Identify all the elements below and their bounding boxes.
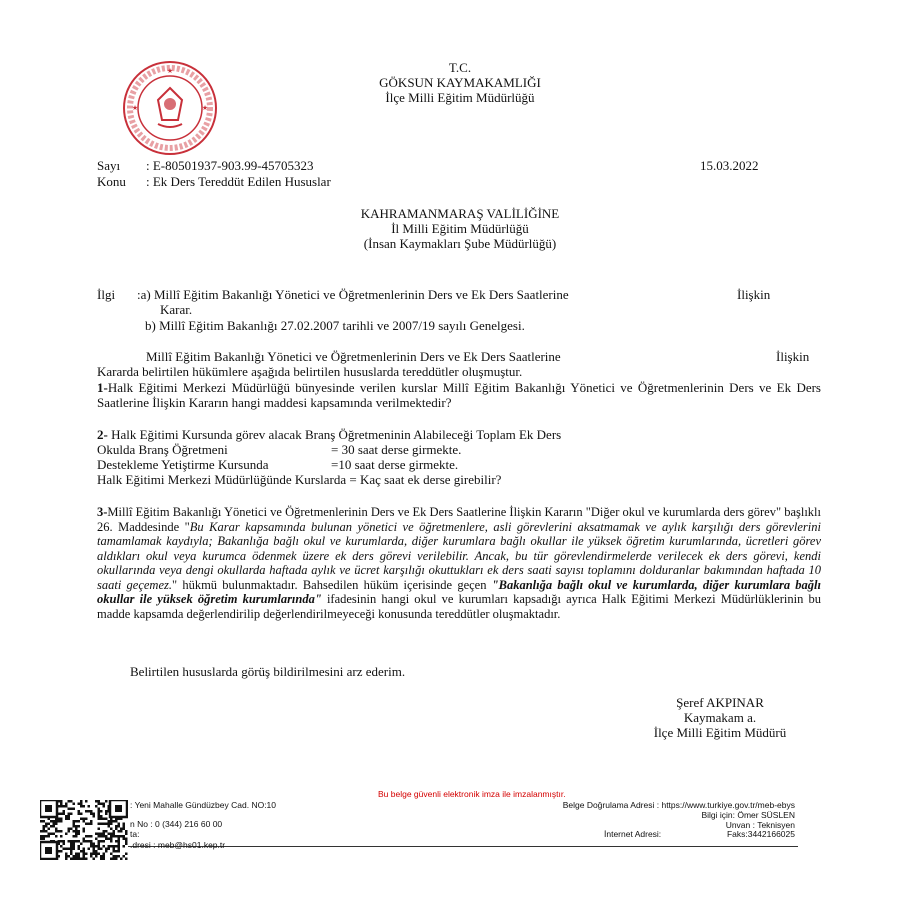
q2-row3: Halk Eğitimi Merkezi Müdürlüğünde Kurslarda = Kaç saat ek derse girebilir? bbox=[97, 472, 502, 487]
signatory-name: Şeref AKPINAR bbox=[676, 695, 764, 710]
header-mudurluk: İlçe Milli Eğitim Müdürlüğü bbox=[385, 90, 535, 105]
svg-text:★: ★ bbox=[166, 67, 174, 75]
konu-value: : Ek Ders Tereddüt Edilen Hususlar bbox=[146, 174, 331, 189]
question-3-part1: Millî Eğitim Bakanlığı Yönetici ve Öğretmenlerinin Ders ve Ek Ders Saatlerine İlişkin Kararın "Diğer okul ve kurumlarda ders görev" başlıklı 26. Maddesinde " bbox=[97, 505, 821, 534]
ilgi-b: b) Millî Eğitim Bakanlığı 27.02.2007 tarihli ve 2007/19 sayılı Genelgesi. bbox=[145, 318, 525, 333]
footer-web: ta: bbox=[130, 829, 140, 839]
ilgi-a: :a) Millî Eğitim Bakanlığı Yönetici ve Öğretmenlerinin Ders ve Ek Ders Saatlerine bbox=[137, 287, 569, 302]
q2-row1-value: = 30 saat derse girmekte. bbox=[331, 442, 462, 457]
recipient-mudurluk: İl Milli Eğitim Müdürlüğü bbox=[391, 221, 529, 236]
intro-line1-end: İlişkin bbox=[776, 349, 810, 364]
question-1-number: 1- bbox=[97, 380, 108, 395]
question-3-part3: ifadesinin hangi okul ve kurumları kapsadığı ayrıca Halk Eğitimi Merkezi Müdürlüklerinin bu madde kapsamda değerlendirilip değerlendirilmeyeceği konusunda tereddütler oluşmaktadır. bbox=[97, 592, 821, 621]
footer-info: Bilgi için: Ömer SÜSLEN bbox=[701, 810, 795, 820]
header-tc: T.C. bbox=[448, 60, 472, 75]
svg-text:★: ★ bbox=[201, 104, 209, 112]
footer-verify: Belge Doğrulama Adresi : https://www.turkiye.gov.tr/meb-ebys bbox=[562, 800, 795, 810]
signatory-unit: İlçe Milli Eğitim Müdürü bbox=[653, 725, 787, 740]
svg-text:★: ★ bbox=[131, 104, 139, 112]
ilgi-a-end: İlişkin bbox=[737, 287, 771, 302]
esign-note: Bu belge güvenli elektronik imza ile imzalanmıştır. bbox=[378, 789, 566, 799]
q2-row2-value: =10 saat derse girmekte. bbox=[331, 457, 459, 472]
sayi-label: Sayı bbox=[97, 158, 121, 173]
footer-phone: n No : 0 (344) 216 60 00 bbox=[130, 819, 223, 829]
ministry-seal-logo bbox=[120, 58, 220, 158]
closing-line: Belirtilen hususlarda görüş bildirilmesini arz ederim. bbox=[130, 664, 406, 679]
ilgi-label: İlgi bbox=[97, 287, 116, 302]
footer-address: : Yeni Mahalle Gündüzbey Cad. NO:10 bbox=[130, 800, 277, 810]
intro-line2: Kararda belirtilen hükümlere aşağıda belirtilen hususlarda tereddütler oluşmuştur. bbox=[97, 364, 523, 379]
footer-unvan: Unvan : Teknisyen bbox=[725, 820, 795, 830]
question-2-number: 2- bbox=[97, 427, 108, 442]
question-3-part2: " hükmü bulunmaktadır. Bahsedilen hüküm içerisinde geçen bbox=[172, 577, 492, 592]
question-3-bold-quote: "Bakanlığa bağlı okul ve kurumlarda, diğer kurumlara bağlı okullar ile yüksek öğretim kurumlarında" bbox=[97, 577, 821, 606]
q2-row2-label: Destekleme Yetiştirme Kursunda bbox=[97, 457, 269, 472]
question-1-text: Halk Eğitimi Merkezi Müdürlüğü bünyesinde verilen kurslar Millî Eğitim Bakanlığı Yönetici ve Öğretmenlerinin Ders ve Ek Ders Saatlerine İlişkin Kararın hangi maddesi kapsamında verilmektedir? bbox=[97, 380, 821, 410]
document-date: 15.03.2022 bbox=[700, 158, 759, 173]
konu-label: Konu bbox=[97, 174, 126, 189]
footer-internet: İnternet Adresi: bbox=[604, 829, 662, 839]
sayi-value: : E-80501937-903.99-45705323 bbox=[146, 158, 314, 173]
intro-line1: Millî Eğitim Bakanlığı Yönetici ve Öğretmenlerinin Ders ve Ek Ders Saatlerine bbox=[146, 349, 561, 364]
ilgi-a-cont: Karar. bbox=[160, 302, 193, 317]
question-3-quote: Bu Karar kapsamında bulunan yönetici ve öğretmenlere, asli görevlerini aksatmamak ve aylık karşılığı ders görevlerini tamamlamak kaydıyla; Bakanlığa bağlı okul ve kurumlarda, diğer kurumlara bağlı okullar ile yüksek öğretim kurumlarında, ücretleri görev aldıkları okul veya kurumca ödenmek üzere ek ders görevi verilebilir. Ancak, bu tür görevlendirmelerde verilecek ek ders görevi, kendi okullarında veya dengi okullarda haftada aylık ve ücret karşılığı okuttukları ek ders saati sayısı toplamını dolduranlar bakımından haftada 10 saati geçemez. bbox=[97, 519, 821, 592]
question-1 bbox=[97, 380, 821, 410]
question-3 bbox=[97, 505, 821, 621]
footer-fax: Faks:3442166025 bbox=[726, 829, 795, 839]
footer-email: .dresi : meb@hs01.kep.tr bbox=[130, 840, 226, 850]
q2-row1-label: Okulda Branş Öğretmeni bbox=[97, 442, 228, 457]
qr-code[interactable] bbox=[40, 800, 128, 860]
header-kaymakamlik: GÖKSUN KAYMAKAMLIĞI bbox=[379, 75, 541, 90]
recipient-valilik: KAHRAMANMARAŞ VALİLİĞİNE bbox=[360, 206, 560, 221]
footer-divider bbox=[128, 846, 798, 847]
signatory-title: Kaymakam a. bbox=[683, 710, 757, 725]
question-3-number: 3- bbox=[97, 505, 108, 519]
question-2-title: Halk Eğitimi Kursunda görev alacak Branş Öğretmeninin Alabileceği Toplam Ek Ders bbox=[111, 427, 562, 442]
question-2 bbox=[97, 427, 821, 487]
recipient-sube: (İnsan Kaymakları Şube Müdürlüğü) bbox=[363, 236, 557, 251]
